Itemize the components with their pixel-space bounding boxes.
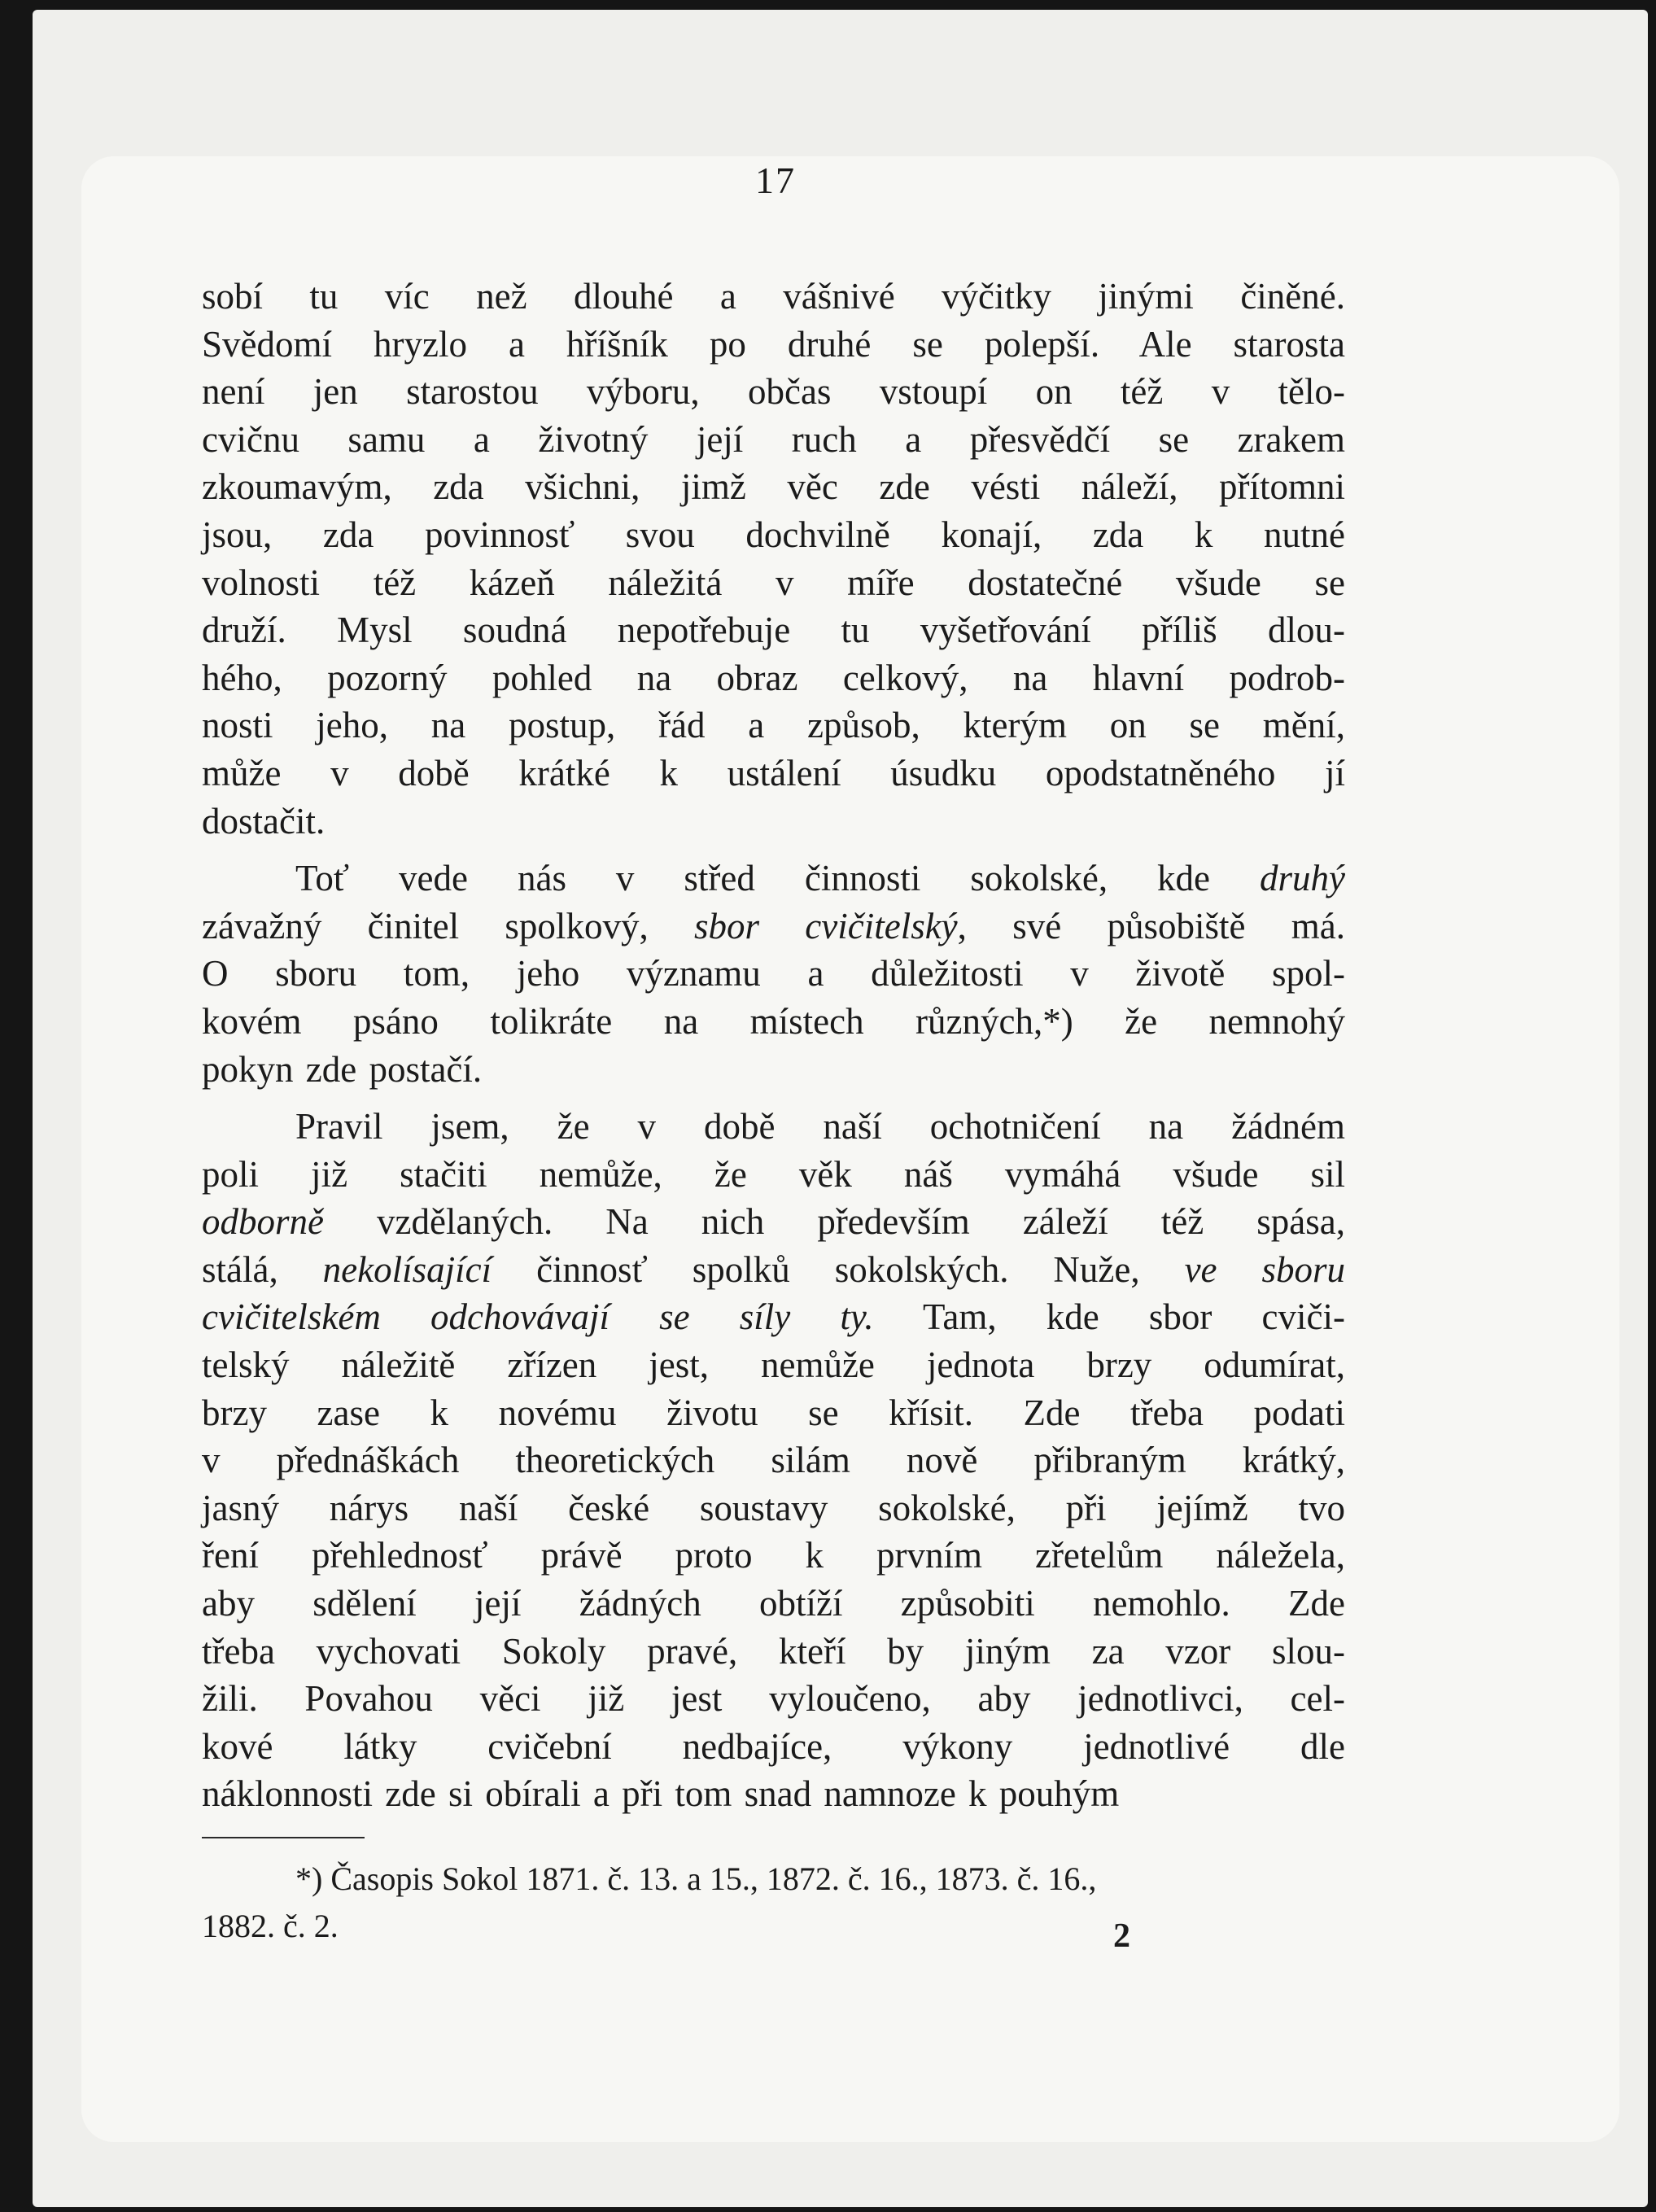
text-line: [202, 1198, 1345, 1246]
text-line: [202, 1532, 1345, 1580]
text-line: druží. Mysl soudná nepotřebuje tu vyšetřování příliš dlou-: [202, 610, 1345, 651]
paragraph-3: [202, 1103, 1345, 1818]
italic-text-run: odborně: [202, 1201, 324, 1243]
text-line: [202, 903, 1345, 951]
text-line: [202, 1580, 1345, 1628]
text-line: [202, 1436, 1345, 1484]
text-line: [202, 1341, 1345, 1389]
text-run: jasný nárys naší české soustavy sokolské, při jejímž tvo: [202, 1487, 1345, 1528]
paragraph-2: [202, 855, 1345, 1093]
text-run: Pravil jsem, že v době naší ochotničení na žádném: [295, 1106, 1345, 1148]
italic-text-run: cvičitelském odchovávají se síly ty.: [202, 1296, 874, 1338]
text-line: volnosti též kázeň náležitá v míře dostatečné všude se: [202, 562, 1345, 603]
page-number: 17: [755, 160, 796, 201]
text-line: dostačit.: [202, 800, 326, 842]
text-run: v přednáškách theoretických silám nově přibraným krátký,: [202, 1440, 1345, 1481]
text-run: kové látky cvičební nedbajíce, výkony jednotlivé dle: [202, 1725, 1345, 1767]
text-line: [202, 950, 1345, 998]
text-run: pokyn zde postačí.: [202, 1048, 483, 1090]
text-line: [202, 1770, 1345, 1818]
text-line: [202, 1246, 1345, 1294]
text-line: hého, pozorný pohled na obraz celkový, na hlavní podrob-: [202, 657, 1345, 698]
text-line: nosti jeho, na postup, řád a způsob, kterým on se mění,: [202, 705, 1345, 746]
text-line: [202, 1151, 1345, 1199]
text-line: může v době krátké k ustálení úsudku opodstatněného jí: [202, 752, 1345, 793]
text-line: [202, 1293, 1345, 1341]
text-run: žili. Povahou věci již jest vyloučeno, aby jednotlivci, cel-: [202, 1678, 1345, 1720]
text-line: jsou, zda povinnosť svou dochvilně konají, zda k nutné: [202, 514, 1345, 555]
text-line: [202, 998, 1345, 1046]
text-run: stálá,: [202, 1248, 323, 1290]
text-line: zkoumavým, zda všichni, jimž věc zde vésti náleží, přítomni: [202, 466, 1345, 508]
text-line: [202, 1675, 1345, 1723]
text-run: vzdělaných. Na nich především záleží též spása,: [324, 1201, 1345, 1243]
text-run: Toť vede nás v střed činnosti sokolské, kde: [295, 858, 1260, 899]
text-line: sobí tu víc než dlouhé a vášnivé výčitky jinými činěné.: [202, 276, 1345, 317]
italic-text-run: nekolísající: [322, 1248, 492, 1290]
text-line: [202, 1484, 1345, 1532]
text-line: [202, 1723, 1345, 1771]
text-line: není jen starostou výboru, občas vstoupí on též v tělo-: [202, 371, 1345, 413]
italic-text-run: ve sboru: [1184, 1248, 1345, 1290]
text-run: , své působiště má.: [957, 905, 1345, 946]
paragraph-gap: [202, 845, 1345, 855]
text-line: cvičnu samu a životný její ruch a přesvědčí se zrakem: [202, 418, 1345, 460]
text-run: závažný činitel spolkový,: [202, 905, 694, 946]
footnote-separator: [202, 1837, 365, 1838]
text-line: [202, 1103, 1345, 1151]
signature-mark: 2: [1113, 1917, 1130, 1955]
text-run: ření přehlednosť právě proto k prvním zřetelům náležela,: [202, 1535, 1345, 1576]
footnote-line: 1882. č. 2.: [202, 1908, 339, 1944]
text-run: Tam, kde sbor cviči-: [873, 1296, 1345, 1338]
body-text: [202, 273, 1345, 1818]
text-line: [202, 1046, 1345, 1094]
text-run: kovém psáno tolikráte na místech různých,*) že nemnohý: [202, 1000, 1345, 1042]
text-line: [202, 1628, 1345, 1676]
footnote: [202, 1856, 1345, 1950]
paragraph-1: [202, 273, 1345, 845]
text-run: telský náležitě zřízen jest, nemůže jednota brzy odumírat,: [202, 1344, 1345, 1386]
paragraph-gap: [202, 1093, 1345, 1103]
text-line: [202, 1389, 1345, 1437]
text-run: náklonnosti zde si obírali a při tom snad namnoze k pouhým: [202, 1773, 1120, 1815]
italic-text-run: druhý: [1260, 858, 1345, 899]
text-run: činnosť spolků sokolských. Nuže,: [492, 1248, 1185, 1290]
text-run: třeba vychovati Sokoly pravé, kteří by jiným za vzor slou-: [202, 1630, 1345, 1672]
text-run: poli již stačiti nemůže, že věk náš vymáhá všude sil: [202, 1153, 1345, 1195]
text-run: aby sdělení její žádných obtíží způsobiti nemohlo. Zde: [202, 1583, 1345, 1624]
text-line: [202, 855, 1345, 903]
text-run: brzy zase k novému životu se křísit. Zde třeba podati: [202, 1392, 1345, 1433]
footnote-line: *) Časopis Sokol 1871. č. 13. a 15., 1872. č. 16., 1873. č. 16.,: [295, 1860, 1097, 1897]
text-run: O sboru tom, jeho významu a důležitosti v životě spol-: [202, 953, 1345, 995]
text-line: Svědomí hryzlo a hříšník po druhé se polepší. Ale starosta: [202, 323, 1345, 365]
italic-text-run: sbor cvičitelský: [693, 905, 958, 946]
